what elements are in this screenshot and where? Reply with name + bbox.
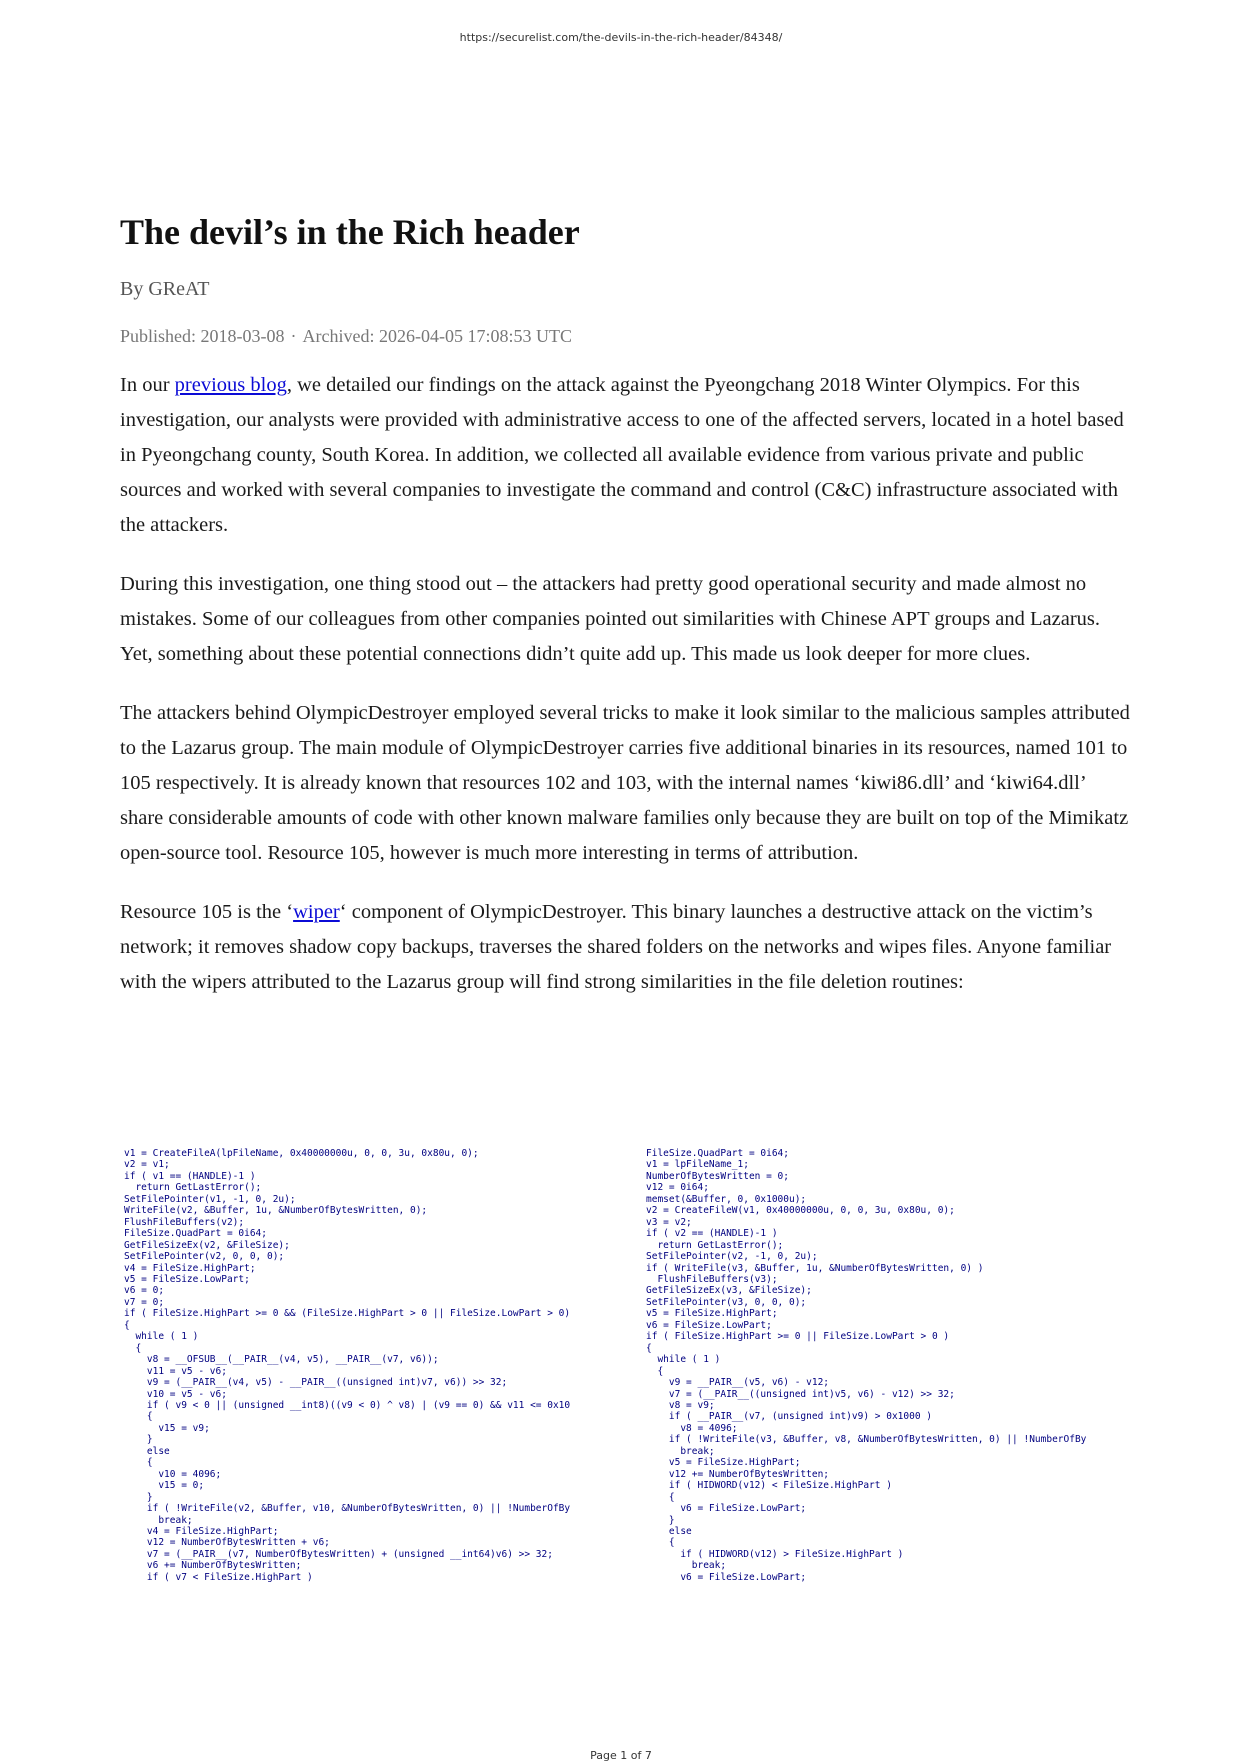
previous-blog-link[interactable]: previous blog: [174, 374, 287, 396]
paragraph-3: The attackers behind OlympicDestroyer employed several tricks to make it look similar to the malicious samples attributed to the Lazarus group. The main module of OlympicDestroyer carries five additional binaries in its resources, named 101 to 105 respectively. It is already known that resources 102 and 103, with the internal names ‘kiwi86.dll’ and ‘kiwi64.dll’ share considerable amounts of code with other known malware families only because they are built on top of the Mimikatz open-source tool. Resource 105, however is much more interesting in terms of attribution.: [120, 702, 1130, 864]
archived-date: Archived: 2026-04-05 17:08:53 UTC: [302, 326, 572, 346]
page-url-header: https://securelist.com/the-devils-in-the-rich-header/84348/: [459, 31, 783, 44]
article: [120, 210, 1130, 1000]
article-byline: By GReAT: [120, 278, 210, 300]
decompiled-code-right: FileSize.QuadPart = 0i64; v1 = lpFileName_1; NumberOfBytesWritten = 0; v12 = 0i64; memset(&Buffer, 0, 0x1000u); v2 = CreateFileW(v1, 0x40000000u, 0, 0, 3u, 0x80u, 0); v3 = v2; if ( v2 == (HANDLE)-1 ) return GetLastError(); SetFilePointer(v2, -1, 0, 2u); if ( WriteFile(v3, &Buffer, 1u, &NumberOfBytesWritten, 0) ) FlushFileBuffers(v3); GetFileSizeEx(v3, &FileSize); SetFilePointer(v3, 0, 0, 0); v5 = FileSize.HighPart; v6 = FileSize.LowPart; if ( FileSize.HighPart >= 0 || FileSize.LowPart > 0 ) { while ( 1 ) { v9 = __PAIR__(v5, v6) - v12; v7 = (__PAIR__((unsigned int)v5, v6) - v12) >> 32; v8 = v9; if ( __PAIR__(v7, (unsigned int)v9) > 0x1000 ) v8 = 4096; if ( !WriteFile(v3, &Buffer, v8, &NumberOfBytesWritten, 0) || !NumberOfBy break; v5 = FileSize.HighPart; v12 += NumberOfBytesWritten; if ( HIDWORD(v12) < FileSize.HighPart ) { v6 = FileSize.LowPart; } else { if ( HIDWORD(v12) > FileSize.HighPart ) break; v6 = FileSize.LowPart;: [646, 1148, 1087, 1583]
paragraph-1-text-end: , we detailed our findings on the attack against the Pyeongchang 2018 Winter Olympics. For this investigation, our analysts were provided with administrative access to one of the affected servers, located in a hotel based in Pyeongchang county, South Korea. In addition, we collected all available evidence from various private and public sources and worked with several companies to investigate the command and control (C&C) infrastructure associated with the attackers.: [120, 374, 1124, 536]
published-date: Published: 2018-03-08: [120, 326, 285, 346]
code-comparison-figure: [120, 1138, 1130, 1588]
paragraph-4-text-end: ‘ component of OlympicDestroyer. This binary launches a destructive attack on the victim’s network; it removes shadow copy backups, traverses the shared folders on the networks and wipes files. Anyone familiar with the wipers attributed to the Lazarus group will find strong similarities in the file deletion routines:: [120, 901, 1112, 993]
paragraph-1: [120, 368, 1130, 543]
article-meta: [120, 324, 1130, 348]
paragraph-1-text-start: In our: [120, 374, 175, 396]
paragraph-4: [120, 895, 1130, 1000]
article-title: The devil’s in the Rich header: [120, 212, 580, 252]
meta-separator: ·: [290, 326, 297, 346]
decompiled-code-left: v1 = CreateFileA(lpFileName, 0x40000000u, 0, 0, 3u, 0x80u, 0); v2 = v1; if ( v1 == (HANDLE)-1 ) return GetLastError(); SetFilePointer(v1, -1, 0, 2u); WriteFile(v2, &Buffer, 1u, &NumberOfBytesWritten, 0); FlushFileBuffers(v2); FileSize.QuadPart = 0i64; GetFileSizeEx(v2, &FileSize); SetFilePointer(v2, 0, 0, 0); v4 = FileSize.HighPart; v5 = FileSize.LowPart; v6 = 0; v7 = 0; if ( FileSize.HighPart >= 0 && (FileSize.HighPart > 0 || FileSize.LowPart > 0) { while ( 1 ) { v8 = __OFSUB__(__PAIR__(v4, v5), __PAIR__(v7, v6)); v11 = v5 - v6; v9 = (__PAIR__(v4, v5) - __PAIR__((unsigned int)v7, v6)) >> 32; v10 = v5 - v6; if ( v9 < 0 || (unsigned __int8)((v9 < 0) ^ v8) | (v9 == 0) && v11 <= 0x10 { v15 = v9; } else { v10 = 4096; v15 = 0; } if ( !WriteFile(v2, &Buffer, v10, &NumberOfBytesWritten, 0) || !NumberOfBy break; v4 = FileSize.HighPart; v12 = NumberOfBytesWritten + v6; v7 = (__PAIR__(v7, NumberOfBytesWritten) + (unsigned __int64)v6) >> 32; v6 += NumberOfBytesWritten; if ( v7 < FileSize.HighPart ): [124, 1148, 571, 1583]
wiper-link[interactable]: wiper: [293, 901, 340, 923]
paragraph-2: During this investigation, one thing stood out – the attackers had pretty good operational security and made almost no mistakes. Some of our colleagues from other companies pointed out similarities with Chinese APT groups and Lazarus. Yet, something about these potential connections didn’t quite add up. This made us look deeper for more clues.: [120, 573, 1101, 665]
paragraph-4-text-start: Resource 105 is the ‘: [120, 901, 294, 923]
page-number: Page 1 of 7: [590, 1749, 652, 1762]
